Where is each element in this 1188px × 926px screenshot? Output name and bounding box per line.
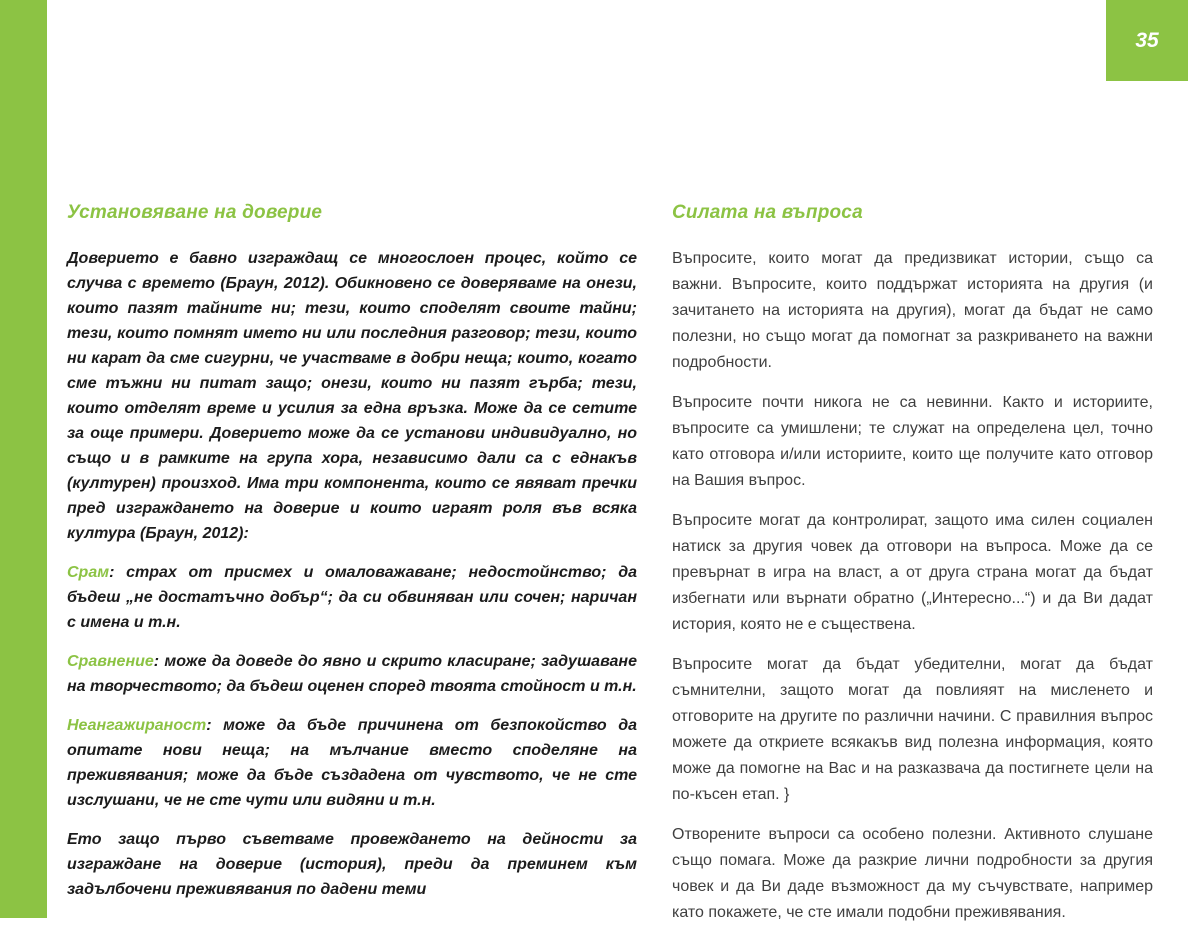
term-shame-text: : страх от присмех и омаловажаване; недостойнство; да бъдеш „не достатъчно добър“; да си обвиняван или сочен; наричан с имена и т.н.	[67, 564, 637, 631]
term-comparison-text: : може да доведе до явно и скрито класиране; задушаване на творчеството; да бъдеш оценен според твоята стойност и т.н.	[67, 653, 637, 695]
left-accent-bar	[0, 0, 47, 918]
term-comparison: Сравнение	[67, 653, 154, 670]
right-paragraph-2: Въпросите почти никога не са невинни. Както и историите, въпросите са умишлени; те служат на определена цел, точно като отговора и/или историите, които ще получите като отговор на Вашия въпрос.	[672, 394, 1153, 489]
right-paragraph-5: Отворените въпроси са особено полезни. Активното слушане също помага. Може да разкрие лични подробности за другия човек и да Ви даде възможност да му съчувствате, например като покажете, че сте имали подобни преживявания.	[672, 826, 1153, 921]
term-shame: Срам	[67, 564, 110, 581]
right-paragraph-3: Въпросите могат да контролират, защото има силен социален натиск за другия човек да отговори на въпроса. Може да се превърнат в игра на власт, а от друга страна могат да бъдат избегнати или върнати обратно („Интересно...“) и да Ви дадат история, която не е съществена.	[672, 512, 1153, 633]
page-number-badge	[1106, 0, 1188, 81]
left-column	[67, 202, 637, 902]
right-column-heading: Силата на въпроса	[672, 202, 863, 223]
right-paragraph-4: Въпросите могат да бъдат убедителни, могат да бъдат съмнителни, защото могат да повлияят на мисленето и отговорите на другите по различни начини. С правилния въпрос можете да откриете всякакъв вид полезна информация, която може да помогне на Вас и на разказвача да постигнете цели на по-късен етап. }	[672, 656, 1153, 803]
term-disengagement: Неангажираност	[67, 717, 207, 734]
term-disengagement-text: : може да бъде причинена от безпокойство да опитате нови неща; на мълчание вместо споделяне на преживявания; може да бъде създадена от чувството, че не сте изслушани, че не сте чути или видяни и т.н.	[67, 717, 637, 809]
term-paragraph-comparison	[67, 649, 637, 699]
term-paragraph-disengagement	[67, 713, 637, 813]
left-closing-paragraph: Ето защо първо съветваме провеждането на дейности за изграждане на доверие (история), преди да преминем към задълбочени преживявания по дадени теми	[67, 831, 637, 898]
page-number: 35	[1135, 28, 1159, 52]
left-intro-paragraph: Доверието е бавно изграждащ се многослоен процес, който се случва с времето (Браун, 2012). Обикновено се доверяваме на онези, които пазят тайните ни; тези, които споделят своите тайни; тези, които помнят името ни или последния разговор; тези, които ни карат да сме сигурни, че участваме в добри неща; които, когато сме тъжни ни питат защо; онези, които ни пазят гърба; тези, които отделят време и усилия за една връзка. Може да се сетите за още примери. Доверието може да се установи индивидуално, но също и в рамките на група хора, независимо дали са с еднакъв (културен) произход. Има три компонента, които се явяват пречки пред изграждането на доверие и които играят роля във всяка култура (Браун, 2012):	[67, 250, 637, 542]
left-column-heading: Установяване на доверие	[67, 202, 323, 223]
right-column	[672, 202, 1153, 926]
right-paragraph-1: Въпросите, които могат да предизвикат истории, също са важни. Въпросите, които поддържат историята на другия (и зачитането на историята на другия), могат да бъдат не само полезни, но също могат да помогнат за разкриването на важни подробности.	[672, 250, 1153, 371]
term-paragraph-shame	[67, 560, 637, 635]
